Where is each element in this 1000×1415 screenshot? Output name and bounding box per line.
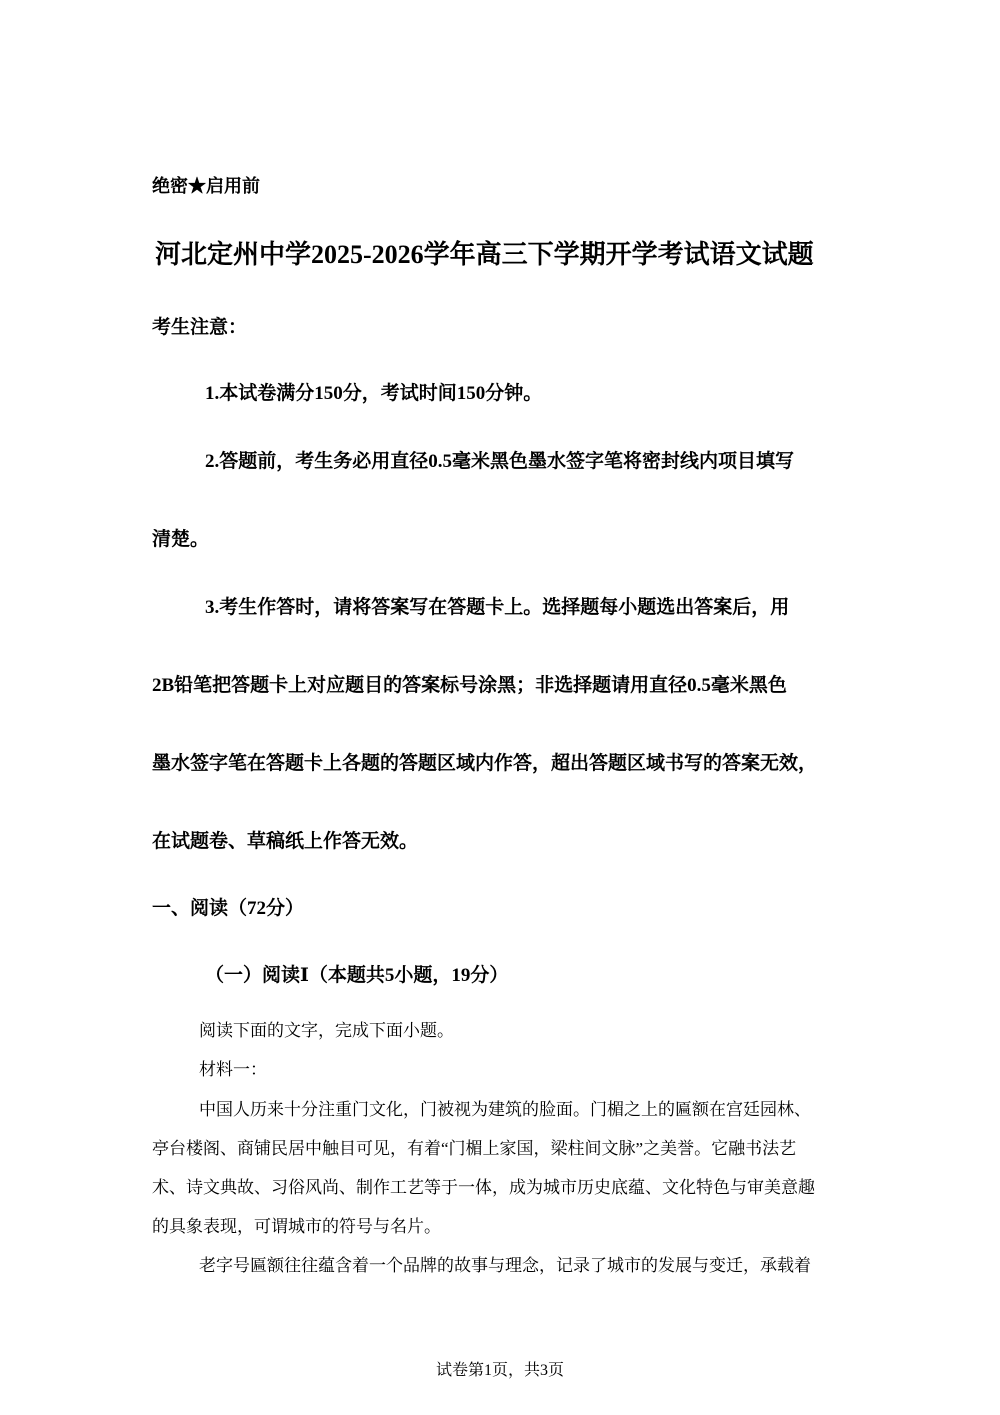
notice-item-3-line-2: 2B铅笔把答题卡上对应题目的答案标号涂黑；非选择题请用直径0.5毫米黑色 — [152, 675, 787, 696]
paragraph-1-line-3: 术、诗文典故、习俗风尚、制作工艺等于一体，成为城市历史底蕴、文化特色与审美意趣 — [152, 1178, 815, 1197]
confidential-label: 绝密★启用前 — [152, 176, 260, 196]
notice-item-3-line-1: 3.考生作答时，请将答案写在答题卡上。选择题每小题选出答案后，用 — [205, 597, 790, 618]
notice-item-2-line-2: 清楚。 — [152, 529, 210, 550]
section-heading: 一、阅读（72分） — [152, 898, 305, 919]
page-title: 河北定州中学2025-2026学年高三下学期开学考试语文试题 — [155, 240, 814, 269]
notice-item-3-line-4: 在试题卷、草稿纸上作答无效。 — [152, 831, 419, 852]
subsection-heading: （一）阅读Ⅰ（本题共5小题，19分） — [205, 965, 509, 986]
notice-item-1: 1.本试卷满分150分，考试时间150分钟。 — [205, 383, 543, 404]
paragraph-1-line-1: 中国人历来十分注重门文化，门被视为建筑的脸面。门楣之上的匾额在宫廷园林、 — [199, 1100, 811, 1119]
notice-heading: 考生注意： — [152, 317, 248, 338]
material-label: 材料一： — [199, 1060, 267, 1079]
notice-item-3-line-3: 墨水签字笔在答题卡上各题的答题区域内作答，超出答题区域书写的答案无效， — [152, 753, 818, 774]
page-footer: 试卷第1页，共3页 — [435, 1362, 564, 1379]
paragraph-1-line-4: 的具象表现，可谓城市的符号与名片。 — [152, 1217, 441, 1236]
reading-instruction: 阅读下面的文字，完成下面小题。 — [199, 1021, 454, 1040]
paragraph-1-line-2: 亭台楼阁、商铺民居中触目可见，有着“门楣上家国，梁柱间文脉”之美誉。它融书法艺 — [152, 1139, 797, 1158]
notice-item-2-line-1: 2.答题前，考生务必用直径0.5毫米黑色墨水签字笔将密封线内项目填写 — [205, 451, 795, 472]
paragraph-2-line-1: 老字号匾额往往蕴含着一个品牌的故事与理念，记录了城市的发展与变迁，承载着 — [199, 1256, 811, 1275]
